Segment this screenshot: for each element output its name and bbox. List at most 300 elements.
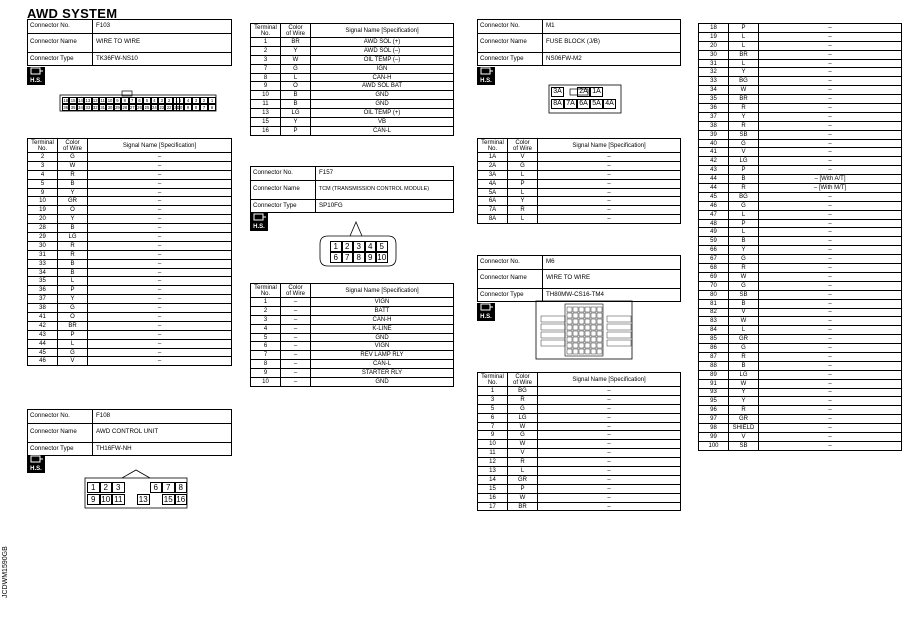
table-row	[699, 441, 902, 450]
connector-pin: 7	[129, 97, 136, 104]
signal-name-cell: –	[759, 139, 902, 148]
terminal-no-cell: 8	[251, 360, 281, 369]
terminal-no-cell: 84	[699, 326, 729, 335]
terminal-no-cell: 5	[28, 179, 58, 188]
terminal-no-cell: 33	[28, 259, 58, 268]
terminal-no-cell: 67	[699, 255, 729, 264]
terminal-no-cell: 45	[699, 192, 729, 201]
f108-pin-row-top	[87, 482, 187, 493]
table-row	[478, 395, 681, 404]
label-connector-name: Connector Name	[478, 269, 543, 288]
header-signal-name: Signal Name [Specification]	[538, 373, 681, 387]
table-row	[699, 237, 902, 246]
terminal-no-cell: 48	[699, 219, 729, 228]
header-terminal-no: Terminal No.	[478, 373, 508, 387]
signal-name-cell: STARTER RLY	[311, 369, 454, 378]
wire-color-cell: SB	[729, 130, 759, 139]
connector-pin: 2	[200, 97, 208, 104]
connector-face-m6	[535, 300, 633, 360]
table-row	[699, 32, 902, 41]
pin-table-awd-body	[251, 38, 454, 136]
wire-color-cell: R	[58, 241, 88, 250]
wire-color-cell: L	[58, 277, 88, 286]
connector-pin: 4	[184, 97, 192, 104]
table-row	[478, 170, 681, 179]
signal-name-cell: –	[538, 188, 681, 197]
signal-name-cell: –	[88, 330, 232, 339]
table-row	[699, 148, 902, 157]
table-row	[699, 317, 902, 326]
terminal-no-cell: 2	[28, 153, 58, 162]
connector-pin: 9	[365, 252, 377, 263]
connector-pin: 6	[330, 252, 342, 263]
signal-name-cell: –	[759, 335, 902, 344]
table-row	[478, 387, 681, 396]
terminal-no-cell: 9	[251, 369, 281, 378]
table-row	[28, 224, 232, 233]
wire-color-cell: LG	[729, 157, 759, 166]
label-connector-type: Connector Type	[478, 52, 543, 66]
signal-name-cell: –	[759, 281, 902, 290]
wire-color-cell: V	[729, 308, 759, 317]
connector-info-f157	[250, 166, 454, 213]
table-row	[699, 95, 902, 104]
wire-color-cell: G	[508, 404, 538, 413]
table-row	[251, 82, 454, 91]
terminal-no-cell: 83	[699, 317, 729, 326]
terminal-no-cell: 1	[478, 387, 508, 396]
header-color-of-wire: Color of Wire	[508, 139, 538, 153]
signal-name-cell: –	[538, 431, 681, 440]
table-row	[699, 104, 902, 113]
pin-table-m6-continued	[698, 23, 902, 451]
table-row	[28, 188, 232, 197]
label-connector-name: Connector Name	[478, 33, 543, 52]
signal-name-cell: –	[88, 161, 232, 170]
connector-pin: 2	[342, 241, 354, 252]
terminal-no-cell: 8A	[478, 215, 508, 224]
wire-color-cell: B	[729, 175, 759, 184]
connector-pin: 13	[85, 98, 91, 103]
signal-name-cell: –	[538, 475, 681, 484]
terminal-no-cell: 32	[699, 68, 729, 77]
terminal-no-cell: 80	[699, 290, 729, 299]
label-connector-type: Connector Type	[251, 199, 316, 213]
label-connector-no: Connector No.	[28, 410, 93, 424]
wire-color-cell: P	[729, 24, 759, 33]
header-color-of-wire: Color of Wire	[281, 284, 311, 298]
table-row	[251, 109, 454, 118]
table-row	[251, 306, 454, 315]
signal-name-cell: –	[88, 321, 232, 330]
wire-color-cell: L	[729, 41, 759, 50]
table-row	[251, 342, 454, 351]
connector-pin: 5	[176, 97, 184, 104]
connector-info-f108	[27, 409, 232, 456]
signal-name-cell: –	[538, 215, 681, 224]
signal-name-cell: –	[88, 197, 232, 206]
wire-color-cell: L	[58, 339, 88, 348]
harness-side-badge: H.S.	[27, 455, 45, 473]
signal-name-cell: –	[538, 502, 681, 511]
signal-name-cell: –	[759, 317, 902, 326]
terminal-no-cell: 69	[699, 272, 729, 281]
signal-name-cell: –	[88, 268, 232, 277]
signal-name-cell: GND	[311, 333, 454, 342]
connector-pin: 28	[122, 105, 128, 110]
wire-color-cell: –	[281, 342, 311, 351]
signal-name-cell: –	[538, 161, 681, 170]
connector-pin: 10	[177, 105, 183, 110]
wire-color-cell: –	[281, 360, 311, 369]
wire-color-cell: –	[281, 315, 311, 324]
wire-color-cell: V	[729, 432, 759, 441]
wire-color-cell: G	[729, 281, 759, 290]
signal-name-cell: AWD SOL BAT	[311, 82, 454, 91]
wire-color-cell: B	[58, 268, 88, 277]
connector-no-value: F108	[93, 410, 232, 424]
wire-color-cell: B	[729, 237, 759, 246]
harness-side-badge: H.S.	[477, 67, 495, 85]
signal-name-cell: –	[538, 197, 681, 206]
wire-color-cell: –	[281, 351, 311, 360]
label-connector-type: Connector Type	[28, 52, 93, 66]
table-row	[699, 139, 902, 148]
signal-name-cell: –	[759, 272, 902, 281]
signal-name-cell: –	[88, 170, 232, 179]
header-signal-name: Signal Name [Specification]	[538, 139, 681, 153]
terminal-no-cell: 39	[699, 130, 729, 139]
signal-name-cell: –	[88, 206, 232, 215]
table-row	[251, 73, 454, 82]
terminal-no-cell: 2	[251, 46, 281, 55]
wire-color-cell: BR	[729, 50, 759, 59]
table-row	[478, 215, 681, 224]
signal-name-cell: –	[538, 467, 681, 476]
table-row	[478, 475, 681, 484]
table-row	[699, 192, 902, 201]
wire-color-cell: LG	[58, 233, 88, 242]
wire-color-cell: O	[58, 313, 88, 322]
connector-pin: 5	[376, 241, 388, 252]
wire-color-cell: BR	[729, 95, 759, 104]
signal-name-cell: CAN-L	[311, 360, 454, 369]
connector-info-m1	[477, 19, 681, 66]
terminal-no-cell: 2	[251, 306, 281, 315]
connector-pin: 5A	[590, 99, 603, 109]
terminal-no-cell: 66	[699, 246, 729, 255]
m6-cavity-grid	[541, 307, 631, 354]
terminal-no-cell: 1	[251, 298, 281, 307]
table-row	[699, 352, 902, 361]
terminal-no-cell: 85	[699, 335, 729, 344]
connector-pin: 6	[136, 97, 143, 104]
table-row	[478, 484, 681, 493]
table-row	[478, 440, 681, 449]
signal-name-cell: –	[759, 432, 902, 441]
wire-color-cell: W	[508, 440, 538, 449]
signal-name-cell: –	[759, 130, 902, 139]
terminal-no-cell: 31	[699, 59, 729, 68]
connector-pin: 8	[192, 104, 200, 111]
wire-color-cell: BG	[508, 387, 538, 396]
table-row	[28, 206, 232, 215]
signal-name-cell: –	[759, 219, 902, 228]
wire-color-cell: G	[729, 344, 759, 353]
table-row	[699, 290, 902, 299]
terminal-no-cell: 98	[699, 424, 729, 433]
table-row	[478, 493, 681, 502]
connector-pin: 29	[115, 105, 120, 110]
terminal-no-cell: 17	[478, 502, 508, 511]
table-row	[699, 264, 902, 273]
terminal-no-cell: 18	[699, 24, 729, 33]
signal-name-cell: –	[759, 210, 902, 219]
terminal-no-cell: 7	[478, 422, 508, 431]
terminal-no-cell: 89	[699, 370, 729, 379]
table-row	[478, 153, 681, 162]
terminal-no-cell: 44	[699, 175, 729, 184]
wire-color-cell: L	[508, 467, 538, 476]
table-row	[28, 348, 232, 357]
signal-name-cell: GND	[311, 100, 454, 109]
signal-name-cell: –	[88, 241, 232, 250]
table-row	[251, 64, 454, 73]
connector-name-value: WIRE TO WIRE	[543, 269, 681, 288]
wire-color-cell: Y	[729, 246, 759, 255]
signal-name-cell: –	[759, 415, 902, 424]
terminal-no-cell: 31	[28, 250, 58, 259]
connector-pin: 3	[112, 482, 125, 493]
terminal-no-cell: 42	[28, 321, 58, 330]
connector-pin	[125, 494, 138, 505]
terminal-no-cell: 4	[251, 324, 281, 333]
connector-pin: 8	[175, 482, 188, 493]
signal-name-cell: –	[759, 86, 902, 95]
table-row	[478, 431, 681, 440]
table-row	[251, 46, 454, 55]
table-row	[699, 299, 902, 308]
connector-pin: 4A	[603, 99, 616, 109]
connector-pin: 16	[63, 98, 69, 103]
table-row	[699, 50, 902, 59]
signal-name-cell: – [With M/T]	[759, 184, 902, 193]
connector-pin: 23	[159, 105, 165, 110]
header-terminal-no: Terminal No.	[28, 139, 58, 153]
connector-pin: 21	[174, 105, 179, 110]
signal-name-cell: –	[759, 308, 902, 317]
wire-color-cell: –	[281, 324, 311, 333]
f108-pin-row-bottom	[87, 494, 187, 505]
terminal-no-cell: 4	[28, 170, 58, 179]
signal-name-cell: –	[759, 24, 902, 33]
terminal-no-cell: 68	[699, 264, 729, 273]
wire-color-cell: Y	[58, 188, 88, 197]
wire-color-cell: GR	[729, 415, 759, 424]
connector-pin: 6	[150, 482, 163, 493]
wire-color-cell: G	[508, 431, 538, 440]
signal-name-cell: –	[759, 104, 902, 113]
signal-name-cell: –	[88, 357, 232, 366]
wire-color-cell: L	[281, 73, 311, 82]
label-connector-name: Connector Name	[28, 33, 93, 52]
wire-color-cell: V	[729, 148, 759, 157]
signal-name-cell: –	[88, 259, 232, 268]
wire-color-cell: L	[508, 188, 538, 197]
table-row	[251, 369, 454, 378]
terminal-no-cell: 100	[699, 441, 729, 450]
terminal-no-cell: 12	[478, 458, 508, 467]
pin-table-awd-control-unit	[250, 23, 454, 136]
wire-color-cell: BG	[729, 192, 759, 201]
connector-hand-icon	[28, 455, 44, 464]
table-row	[251, 378, 454, 387]
terminal-no-cell: 43	[28, 330, 58, 339]
connector-type-value: SP10FG	[316, 199, 454, 213]
table-row	[699, 121, 902, 130]
terminal-no-cell: 81	[699, 299, 729, 308]
wire-color-cell: B	[281, 100, 311, 109]
connector-pin: 9	[87, 494, 100, 505]
wire-color-cell: B	[729, 361, 759, 370]
wire-color-cell: GR	[729, 335, 759, 344]
connector-face-m6-outline	[535, 300, 633, 360]
signal-name-cell: –	[759, 397, 902, 406]
table-row	[699, 281, 902, 290]
wire-color-cell: –	[281, 298, 311, 307]
terminal-no-cell: 33	[699, 77, 729, 86]
terminal-no-cell: 14	[478, 475, 508, 484]
connector-pin: 1	[208, 97, 216, 104]
table-row	[251, 360, 454, 369]
terminal-no-cell: 3	[251, 55, 281, 64]
signal-name-cell: –	[759, 290, 902, 299]
wire-color-cell: R	[508, 395, 538, 404]
signal-name-cell: –	[88, 304, 232, 313]
signal-name-cell: –	[759, 361, 902, 370]
wire-color-cell: W	[729, 317, 759, 326]
wire-color-cell: –	[281, 369, 311, 378]
terminal-no-cell: 82	[699, 308, 729, 317]
signal-name-cell: –	[759, 50, 902, 59]
connector-type-value: TH16FW-NH	[93, 442, 232, 456]
terminal-no-cell: 11	[478, 449, 508, 458]
connector-hand-icon	[478, 67, 494, 76]
connector-pin: 7A	[564, 99, 577, 109]
signal-name-cell: –	[759, 201, 902, 210]
signal-name-cell: BATT	[311, 306, 454, 315]
wire-color-cell: W	[508, 493, 538, 502]
table-row	[28, 313, 232, 322]
connector-pin: 2A	[577, 87, 590, 97]
document-code-text: JCDWM1590GB	[2, 546, 9, 598]
connector-pin: 32	[92, 105, 98, 110]
signal-name-cell: –	[759, 95, 902, 104]
terminal-no-cell: 87	[699, 352, 729, 361]
connector-pin: 30	[107, 105, 113, 110]
signal-name-cell: –	[759, 157, 902, 166]
table-row	[251, 55, 454, 64]
header-color-of-wire: Color of Wire	[58, 139, 88, 153]
terminal-no-cell: 7A	[478, 206, 508, 215]
signal-name-cell: –	[88, 277, 232, 286]
signal-name-cell: –	[538, 395, 681, 404]
connector-pin: 11	[112, 494, 125, 505]
signal-name-cell: REV LAMP RLY	[311, 351, 454, 360]
table-row	[699, 112, 902, 121]
terminal-no-cell: 45	[28, 348, 58, 357]
signal-name-cell: –	[88, 250, 232, 259]
table-row	[28, 339, 232, 348]
header-signal-name: Signal Name [Specification]	[88, 139, 232, 153]
terminal-no-cell: 3A	[478, 170, 508, 179]
wire-color-cell: Y	[508, 197, 538, 206]
pin-table-f103	[27, 138, 232, 366]
label-connector-no: Connector No.	[251, 167, 316, 181]
connector-pin: 5	[143, 97, 150, 104]
wire-color-cell: R	[729, 121, 759, 130]
connector-name-value: FUSE BLOCK (J/B)	[543, 33, 681, 52]
signal-name-cell: –	[88, 233, 232, 242]
terminal-no-cell: 3	[478, 395, 508, 404]
table-row	[699, 184, 902, 193]
f157-pin-row-top	[330, 241, 388, 252]
pin-table-m1	[477, 138, 681, 224]
table-row	[28, 286, 232, 295]
connector-pin: 8A	[551, 99, 564, 109]
signal-name-cell: –	[759, 246, 902, 255]
table-row	[699, 86, 902, 95]
signal-name-cell: –	[759, 112, 902, 121]
signal-name-cell: –	[759, 299, 902, 308]
signal-name-cell: VIGN	[311, 298, 454, 307]
table-row	[699, 59, 902, 68]
table-row	[699, 379, 902, 388]
table-row	[251, 91, 454, 100]
wire-color-cell: L	[729, 228, 759, 237]
table-row	[28, 241, 232, 250]
wire-color-cell: –	[281, 378, 311, 387]
signal-name-cell: AWD SOL (–)	[311, 46, 454, 55]
connector-pin: 10	[107, 98, 113, 103]
label-connector-name: Connector Name	[251, 180, 316, 199]
connector-pin: 4	[151, 97, 158, 104]
wire-color-cell: P	[508, 484, 538, 493]
terminal-no-cell: 10	[478, 440, 508, 449]
signal-name-cell: –	[759, 379, 902, 388]
connector-pin: 1	[330, 241, 342, 252]
signal-name-cell: –	[538, 493, 681, 502]
connector-pin: 8	[353, 252, 365, 263]
terminal-no-cell: 3	[28, 161, 58, 170]
terminal-no-cell: 19	[28, 206, 58, 215]
table-row	[478, 197, 681, 206]
wire-color-cell: W	[58, 161, 88, 170]
signal-name-cell: –	[759, 352, 902, 361]
terminal-no-cell: 93	[699, 388, 729, 397]
signal-name-cell: –	[538, 387, 681, 396]
terminal-no-cell: 19	[699, 32, 729, 41]
terminal-no-cell: 20	[699, 41, 729, 50]
signal-name-cell: –	[759, 41, 902, 50]
connector-pin: 11	[100, 98, 105, 103]
table-row	[699, 255, 902, 264]
terminal-no-cell: 1	[251, 38, 281, 47]
terminal-no-cell: 86	[699, 344, 729, 353]
terminal-no-cell: 34	[699, 86, 729, 95]
table-row	[699, 361, 902, 370]
table-row	[28, 304, 232, 313]
